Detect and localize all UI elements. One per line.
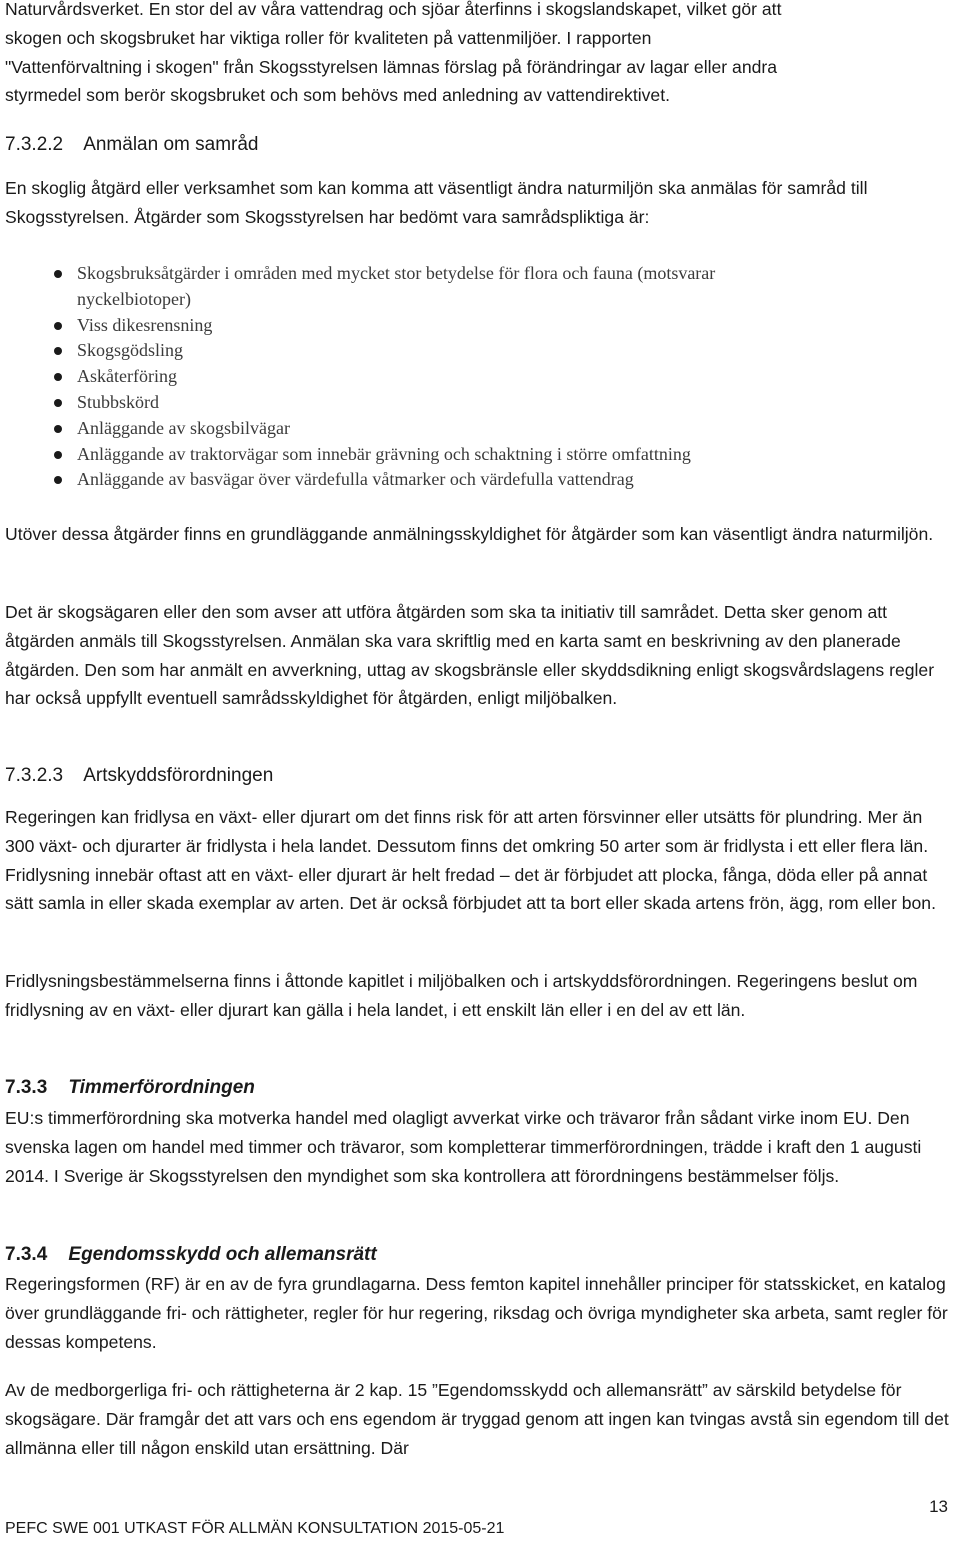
intro-paragraph [5, 0, 950, 110]
list-item: Askåterföring [52, 364, 932, 390]
intro-line: styrmedel som berör skogsbruket och som behövs med anledning av vattendirektivet. [5, 85, 670, 106]
list-item: Anläggande av skogsbilvägar [52, 416, 932, 442]
section-number: 7.3.2.3 [5, 765, 64, 786]
list-item: Anläggande av traktorvägar som innebär grävning och schaktning i större omfattning [52, 442, 932, 468]
section-title: Artskyddsförordningen [83, 765, 274, 786]
page-number: 13 [929, 1497, 948, 1516]
list-item-continuation: nyckelbiotoper) [77, 288, 191, 309]
body-paragraph: Regeringsformen (RF) är en av de fyra grundlagarna. Dess femton kapitel innehåller principer för statsskicket, en katalog över grundläggande fri- och rättigheter, regler för hur regering, riksdag och övriga myndigheter ska arbeta, samt regler för dessas kompetens. [5, 1274, 948, 1352]
section-heading-734 [5, 1241, 377, 1269]
bullet-icon [54, 373, 62, 381]
body-paragraph: EU:s timmerförordning ska motverka handel med olagligt avverkat virke och trävaror från sådant virke inom EU. Den svenska lagen om handel med timmer och trävaror, som kompletterar timmerförordningen, trädde i kraft den 1 augusti 2014. I Sverige är Skogsstyrelsen den myndighet som ska kontrollera att förordningens bestämmelser följs. [5, 1108, 922, 1186]
list-item: Skogsgödsling [52, 338, 932, 364]
bullet-icon [54, 270, 62, 278]
body-paragraph: Av de medborgerliga fri- och rättigheterna är 2 kap. 15 ”Egendomsskydd och allemansrätt” av särskild betydelse för skogsägare. Där framgår det att vars och ens egendom är tryggad genom att ingen kan tvingas avstå sin egendom till det allmänna eller till någon enskild utan ersättning. Där [5, 1380, 949, 1458]
body-paragraph: Utöver dessa åtgärder finns en grundläggande anmälningsskyldighet för åtgärder som kan väsentligt ändra naturmiljön. [5, 524, 934, 544]
intro-line: Naturvårdsverket. En stor del av våra vattendrag och sjöar återfinns i skogslandskapet, vilket gör att [5, 0, 782, 19]
bullet-icon [54, 476, 62, 484]
bullet-icon [54, 347, 62, 355]
section-heading-733 [5, 1074, 255, 1102]
list-item: Stubbskörd [52, 390, 932, 416]
section-heading-7322 [5, 131, 258, 159]
list-item: Skogsbruksåtgärder i områden med mycket stor betydelse för flora och fauna (motsvarar nyckelbiotoper) [52, 261, 932, 313]
list-item: Anläggande av basvägar över värdefulla våtmarker och värdefulla vattendrag [52, 467, 932, 493]
intro-line: skogen och skogsbruket har viktiga roller för kvaliteten på vattenmiljöer. I rapporten [5, 27, 652, 48]
section-number: 7.3.2.2 [5, 134, 64, 155]
body-paragraph: Regeringen kan fridlysa en växt- eller djurart om det finns risk för att arten försvinner eller utsätts för plundring. Mer än 300 växt- och djurarter är fridlysta i hela landet. Dessutom finns det omkring 50 arter som är fridlysta i ett eller flera län. Fridlysning innebär oftast att en växt- eller djurart är helt fredad – det är förbjudet att plocka, fånga, döda eller på annat sätt samla in eller skada exemplar av arten. Det är också förbjudet att ta bort eller skada artens frön, ägg, rom eller bon. [5, 807, 936, 914]
bullet-icon [54, 399, 62, 407]
bullet-icon [54, 451, 62, 459]
section-number: 7.3.4 [5, 1244, 48, 1265]
section-title: Timmerförordningen [68, 1077, 255, 1098]
section-title: Anmälan om samråd [83, 134, 259, 155]
list-item: Viss dikesrensning [52, 313, 932, 339]
intro-line: "Vattenförvaltning i skogen" från Skogsstyrelsen lämnas förslag på förändringar av lagar eller andra [5, 56, 778, 77]
section-number: 7.3.3 [5, 1077, 48, 1098]
footer-text: PEFC SWE 001 UTKAST FÖR ALLMÄN KONSULTATION 2015-05-21 [5, 1520, 505, 1537]
section-title: Egendomsskydd och allemansrätt [68, 1244, 377, 1265]
bullet-icon [54, 425, 62, 433]
samrad-action-list [52, 261, 932, 493]
section-heading-7323 [5, 762, 273, 790]
bullet-icon [54, 322, 62, 330]
body-paragraph: En skoglig åtgärd eller verksamhet som kan komma att väsentligt ändra naturmiljön ska anmälas för samråd till Skogsstyrelsen. Åtgärder som Skogsstyrelsen har bedömt vara samrådspliktiga är: [5, 178, 868, 227]
body-paragraph: Fridlysningsbestämmelserna finns i åttonde kapitlet i miljöbalken och i artskyddsförordningen. Regeringens beslut om fridlysning av en växt- eller djurart kan gälla i hela landet, i ett enskilt län eller i en del av ett län. [5, 971, 918, 1020]
body-paragraph: Det är skogsägaren eller den som avser att utföra åtgärden som ska ta initiativ till samrådet. Detta sker genom att åtgärden anmäls till Skogsstyrelsen. Anmälan ska vara skriftlig med en karta samt en beskrivning av den planerade åtgärden. Den som har anmält en avverkning, uttag av skogsbränsle eller skyddsdikning enligt skogsvårdslagens regler har också uppfyllt eventuell samrådsskyldighet för åtgärden, enligt miljöbalken. [5, 602, 935, 709]
